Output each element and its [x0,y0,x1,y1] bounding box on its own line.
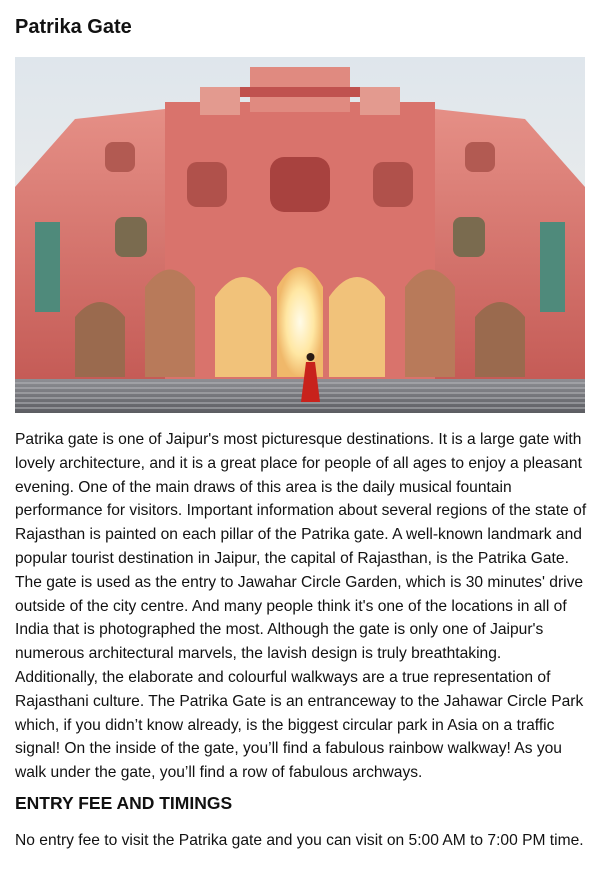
page-title: Patrika Gate [15,16,132,38]
description-paragraph: Patrika gate is one of Jaipur's most picturesque destinations. It is a large gate with lovely architecture, and it is a great place for people of all ages to enjoy a pleasant evening. One of the main draws of this area is the daily musical fountain performance for visitors. Important information about several regions of the state of Rajasthan is painted on each pillar of the Patrika gate. A well-known landmark and popular tourist destination in Jaipur, the capital of Rajasthan, is the Patrika Gate. The gate is used as the entry to Jawahar Circle Garden, which is 30 minutes' drive outside of the city centre. And many people think it's one of the locations in all of India that is photographed the most. Although the gate is only one of Jaipur's numerous architectural marvels, the lavish design is truly breathtaking. Additionally, the elaborate and colourful walkways are a true representation of Rajasthani culture. The Patrika Gate is an entranceway to the Jahawar Circle Park which, if you didn’t know already, is the biggest circular park in Asia on a traffic signal! On the inside of the gate, you’ll find a fabulous rainbow walkway! As you walk under the gate, you’ll find a row of fabulous archways. [15,431,587,782]
patrika-gate-photo [15,57,585,413]
entry-fee-text: No entry fee to visit the Patrika gate and you can visit on 5:00 AM to 7:00 PM time. [15,832,584,849]
section-heading: ENTRY FEE AND TIMINGS [15,793,233,813]
